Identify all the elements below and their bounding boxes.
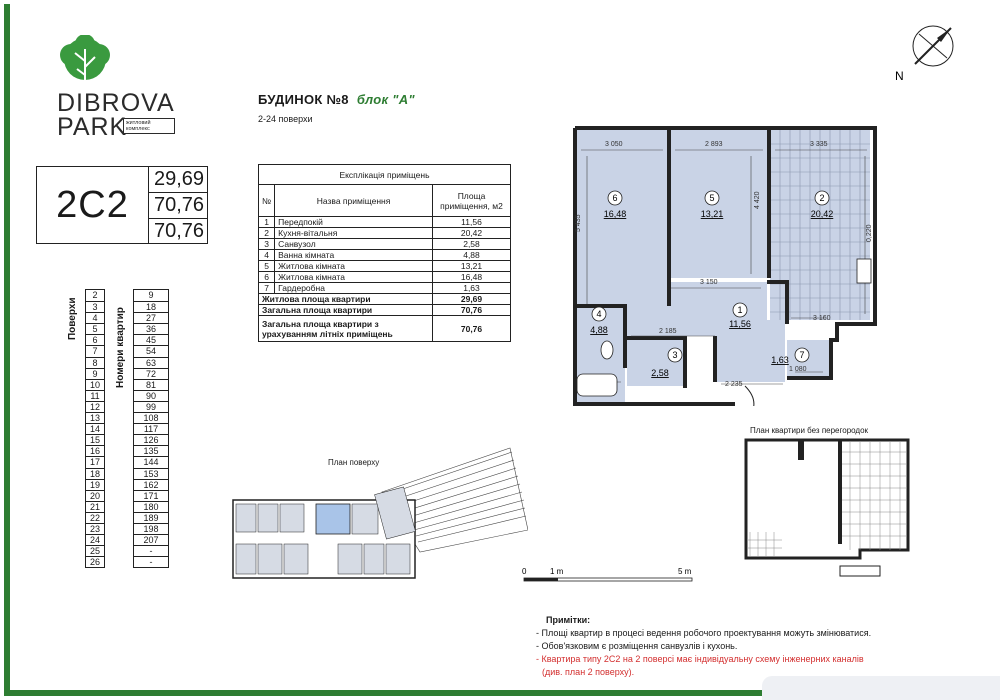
room-name-cell: Житлова кімната	[275, 272, 433, 283]
dim-2893: 2 893	[705, 141, 723, 148]
apartment-numbers-label: Номери квартир	[115, 307, 126, 388]
apartment-type-code: 2С2	[37, 167, 149, 243]
table-row	[259, 261, 511, 272]
apartment-number-cell: 126	[134, 434, 168, 445]
room-5-area: 13,21	[700, 209, 724, 219]
bathtub-icon	[577, 374, 617, 396]
room-1-area: 11,56	[729, 319, 751, 329]
note-item-red: - Квартира типу 2С2 на 2 поверсі має індивідуальну схему інженерних каналів	[536, 654, 864, 664]
apartment-plan-without-partitions	[740, 432, 920, 582]
apartment-number-cell: 144	[134, 456, 168, 467]
room-num-cell: 1	[259, 217, 275, 228]
apartment-type-box	[36, 166, 208, 244]
table-row	[259, 283, 511, 294]
room-5-number: 5	[709, 193, 715, 203]
room-6-number: 6	[612, 193, 618, 203]
apartment-number-cell: 171	[134, 490, 168, 501]
table-row	[259, 239, 511, 250]
dim-3160: 3 160	[813, 315, 831, 322]
dim-4420: 4 420	[754, 191, 761, 209]
floor-cell: 21	[86, 501, 104, 512]
room-name-cell: Житлова кімната	[275, 261, 433, 272]
floor-cell: 23	[86, 523, 104, 534]
floor-cell: 8	[86, 357, 104, 368]
room-num-cell: 6	[259, 272, 275, 283]
notes	[536, 614, 871, 679]
toilet-icon	[601, 341, 613, 359]
logo-tagline: житловий комплекс	[123, 118, 175, 134]
room-name-cell: Санвузол	[275, 239, 433, 250]
apartment-number-cell: 63	[134, 357, 168, 368]
room-name-cell: Кухня-вітальня	[275, 228, 433, 239]
room-6-area: 16,48	[603, 209, 627, 219]
room-num-cell: 2	[259, 228, 275, 239]
floor-cell: 26	[86, 556, 104, 567]
floor-cell: 5	[86, 323, 104, 334]
dim-3150: 3 150	[700, 279, 718, 286]
stove-icon	[857, 259, 871, 283]
col-header-num: №	[259, 185, 275, 217]
logo-word-park: PARK	[57, 113, 128, 141]
floors-label: Поверхи	[67, 297, 78, 340]
room-5-fill	[671, 130, 767, 278]
floor-cell: 14	[86, 423, 104, 434]
total-area-label: Загальна площа квартири	[259, 305, 433, 316]
floor-cell: 11	[86, 390, 104, 401]
room-area-cell: 4,88	[433, 250, 511, 261]
dim-0220: 0,220	[866, 224, 873, 242]
table-row	[259, 228, 511, 239]
apartment-number-cell: 36	[134, 323, 168, 334]
apartment-number-cell: 45	[134, 334, 168, 345]
floor-cell: 2	[92, 290, 98, 300]
apartment-number-cell: 27	[134, 312, 168, 323]
floor-cell: 15	[86, 434, 104, 445]
floor-plan	[228, 440, 528, 585]
table-row	[259, 272, 511, 283]
apartment-number-cell: -	[134, 545, 168, 556]
dim-3050: 3 050	[605, 141, 623, 148]
compass-icon	[885, 18, 965, 88]
apartment-number-cell: 180	[134, 501, 168, 512]
room-name-cell: Передпокій	[275, 217, 433, 228]
room-num-cell: 5	[259, 261, 275, 272]
table-caption: Експлікація приміщень	[259, 165, 511, 185]
room-3-area: 2,58	[651, 368, 669, 378]
block-title: блок "А"	[356, 92, 415, 107]
explication-table	[258, 164, 511, 342]
room-3-number: 3	[672, 350, 678, 360]
floor-cell: 12	[86, 401, 104, 412]
apartment-number-cell: 135	[134, 445, 168, 456]
north-label: N	[895, 69, 904, 83]
room-1-number: 1	[737, 305, 743, 315]
apartment-number-cell: 207	[134, 534, 168, 545]
apartment-numbers-column	[133, 289, 169, 568]
scale-bar	[520, 566, 700, 596]
apartment-number-cell: 18	[134, 301, 168, 312]
apartment-number-cell: -	[134, 556, 168, 567]
room-2-number: 2	[819, 193, 825, 203]
floor-cell: 25	[86, 545, 104, 556]
floor-cell: 9	[86, 368, 104, 379]
floor-cell: 7	[86, 345, 104, 356]
page-title	[258, 92, 415, 107]
tree-logo-icon	[55, 35, 115, 91]
floor-cell: 19	[86, 479, 104, 490]
col-header-area: Площа приміщення, м2	[433, 185, 511, 217]
building-title: БУДИНОК №8	[258, 92, 349, 107]
floor-cell: 3	[86, 301, 104, 312]
logo-word-dibrova: DIBROVA	[57, 89, 175, 117]
room-7-number: 7	[799, 350, 805, 360]
apartment-number-cell: 81	[134, 379, 168, 390]
floor-cell: 10	[86, 379, 104, 390]
apartment-plan	[555, 114, 885, 406]
apartment-number-cell: 153	[134, 468, 168, 479]
room-3-fill	[627, 340, 685, 386]
total-area-value: 70,76	[433, 305, 511, 316]
floor-plan-label: План поверху	[328, 458, 380, 467]
note-item: - Площі квартир в процесі ведення робочого проектування можуть змінюватися.	[536, 628, 872, 638]
apartment-number-cell: 90	[134, 390, 168, 401]
area-total: 70,76	[149, 192, 207, 217]
floors-subtitle: 2-24 поверхи	[258, 114, 313, 124]
room-num-cell: 3	[259, 239, 275, 250]
apartment-number-cell: 72	[134, 368, 168, 379]
room-area-cell: 2,58	[433, 239, 511, 250]
apartment-number-cell: 54	[134, 345, 168, 356]
floor-cell: 17	[86, 456, 104, 467]
floors-column	[85, 289, 105, 568]
room-7-area: 1,63	[771, 355, 789, 365]
floor-cell: 24	[86, 534, 104, 545]
living-area-value: 29,69	[433, 294, 511, 305]
scale-1m: 1 m	[550, 567, 564, 576]
dim-5435: 5 435	[575, 214, 582, 232]
dim-1080: 1 080	[789, 366, 807, 373]
floor-cell: 13	[86, 412, 104, 423]
floor-cell: 20	[86, 490, 104, 501]
room-name-cell: Ванна кімната	[275, 250, 433, 261]
room-area-cell: 13,21	[433, 261, 511, 272]
scale-5m: 5 m	[678, 567, 692, 576]
room-2-area: 20,42	[810, 209, 834, 219]
apartment-number-cell: 99	[134, 401, 168, 412]
room-name-cell: Гардеробна	[275, 283, 433, 294]
apartment-number-cell: 162	[134, 479, 168, 490]
total-summer-area-value: 70,76	[433, 316, 511, 342]
dim-2235: 2 235	[725, 381, 743, 388]
total-summer-area-label: Загальна площа квартири з урахуванням літніх приміщень	[259, 316, 433, 342]
apartment-number-cell: 189	[134, 512, 168, 523]
col-header-name: Назва приміщення	[275, 185, 433, 217]
room-num-cell: 4	[259, 250, 275, 261]
area-living: 29,69	[154, 168, 205, 190]
floor-cell: 4	[86, 312, 104, 323]
dim-3335: 3 335	[810, 141, 828, 148]
notes-title: Примітки:	[546, 615, 591, 625]
apartment-number-cell: 117	[134, 423, 168, 434]
apartment-number-cell: 198	[134, 523, 168, 534]
room-4-number: 4	[596, 309, 602, 319]
table-row	[259, 250, 511, 261]
room-area-cell: 1,63	[433, 283, 511, 294]
dim-2185: 2 185	[659, 328, 677, 335]
corner-widget[interactable]	[762, 676, 1000, 700]
living-area-label: Житлова площа квартири	[259, 294, 433, 305]
highlighted-apartment	[316, 504, 350, 534]
logo	[55, 35, 175, 141]
room-num-cell: 7	[259, 283, 275, 294]
empty-plan-label: План квартири без перегородок	[750, 426, 869, 435]
area-total-summer: 70,76	[149, 218, 207, 243]
note-item-red: (див. план 2 поверху).	[542, 667, 635, 677]
note-item: - Обов'язковим є розміщення санвузлів і кухонь.	[536, 641, 738, 651]
room-area-cell: 16,48	[433, 272, 511, 283]
floor-cell: 18	[86, 468, 104, 479]
apartment-number-cell: 108	[134, 412, 168, 423]
room-area-cell: 20,42	[433, 228, 511, 239]
table-row	[259, 217, 511, 228]
room-4-area: 4,88	[590, 325, 608, 335]
scale-zero: 0	[522, 567, 527, 576]
apartment-areas	[149, 167, 207, 243]
room-area-cell: 11,56	[433, 217, 511, 228]
apartment-number-cell: 9	[148, 290, 154, 300]
floor-cell: 16	[86, 445, 104, 456]
floor-cell: 6	[86, 334, 104, 345]
floor-cell: 22	[86, 512, 104, 523]
